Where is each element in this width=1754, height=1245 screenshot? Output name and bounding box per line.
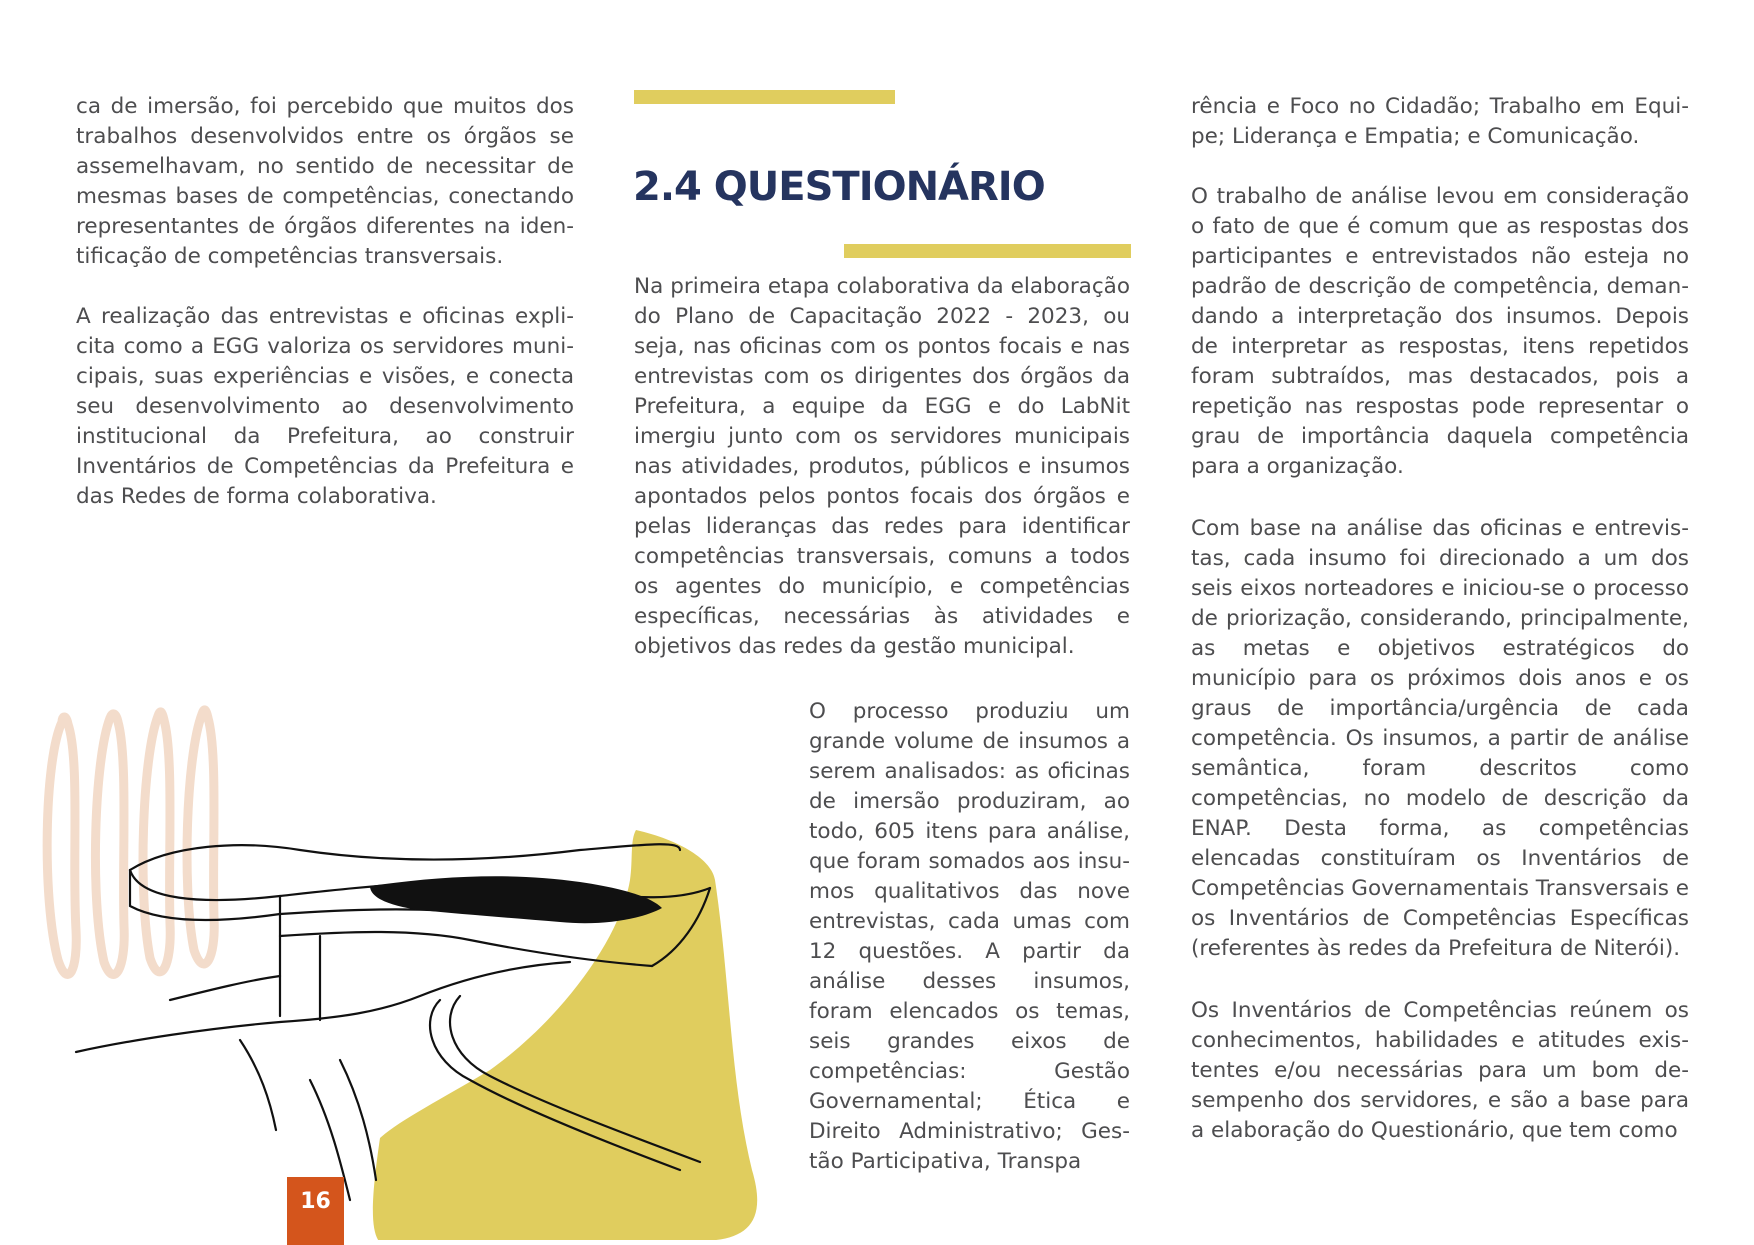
section-heading: 2.4 QUESTIONÁRIO [633, 164, 1045, 210]
roof-shadow [370, 876, 662, 923]
body-paragraph: O trabalho de análise levou em consideração o fato de que é comum que as respostas dos participantes e entrevistados não esteja no padrão de descrição de competência, demandando a interpretação dos insumos. Depois de interpretar as respostas, itens repetidos foram subtraídos, mas destacados, pois a repetição nas respostas pode representar o grau de importância daquela competência para a organização. [1191, 184, 1689, 479]
decorative-loops [47, 710, 214, 975]
body-paragraph: A realização das entrevistas e oficinas explicita como a EGG valoriza os servidores municipais, suas experiências e visões, e conecta seu desenvolvimento ao desenvolvimento institucional da Prefeitura, ao construir Inventários de Competências da Prefeitura e das Redes de forma colaborativa. [76, 304, 574, 509]
body-paragraph: Com base na análise das oficinas e entrevistas, cada insumo foi direcionado a um dos seis eixos norteadores e iniciou-se o processo de priorização, considerando, principalmente, as metas e objetivos estratégicos do município para os próximos dois anos e os graus de importância/urgência de cada competência. Os insumos, a partir de análise semântica, foram descritos como competências, no modelo de descrição da ENAP. Desta forma, as competências elencadas constituíram os Inventários de Competências Governamentais Transversais e os Inventários de Competências Específicas (referentes às redes da Prefeitura de Niterói). [1191, 516, 1689, 961]
accent-bar-top [634, 90, 895, 104]
body-paragraph: ca de imersão, foi percebido que muitos dos trabalhos desenvolvidos entre os órgãos se assemelhavam, no sentido de necessitar de mesmas bases de competências, conectando representantes de órgãos diferentes na identificação de competências transversais. [76, 94, 574, 269]
body-paragraph: Os Inventários de Competências reúnem os conhecimentos, habilidades e atitudes existentes e/ou necessárias para um bom desempenho dos servidores, e são a base para a elaboração do Questionário, que tem como [1191, 998, 1689, 1143]
body-paragraph: Na primeira etapa colaborativa da elaboração do Plano de Capacitação 2022 - 2023, ou seja, nas oficinas com os pontos focais e nas entrevistas com os dirigentes dos órgãos da Prefeitura, a equipe da EGG e do LabNit imergiu junto com os servidores municipais nas atividades, produtos, públicos e insumos apontados pelos pontos focais dos órgãos e pelas lideranças das redes para identificar competências transversais, comuns a todos os agentes do município, e competências específicas, necessárias às atividades e objetivos das redes da gestão municipal. [634, 274, 1130, 659]
building-illustration [40, 700, 780, 1240]
page-number: 16 [287, 1177, 344, 1245]
body-paragraph: O processo produziu um grande volume de insumos a serem analisados: as oficinas de imersão produziram, ao todo, 605 itens para análise, que foram somados aos insumos qualitativos das nove entrevistas, cada umas com 12 questões. A partir da análise desses insumos, foram elencados os temas, seis grandes eixos de competências: Gestão Governamental; Ética e Direito Administrativo; Gestão Participativa, Transpa [809, 699, 1130, 1174]
body-paragraph: rência e Foco no Cidadão; Trabalho em Equipe; Liderança e Empatia; e Comunicação. [1191, 94, 1689, 149]
accent-bar-bottom [844, 244, 1131, 258]
